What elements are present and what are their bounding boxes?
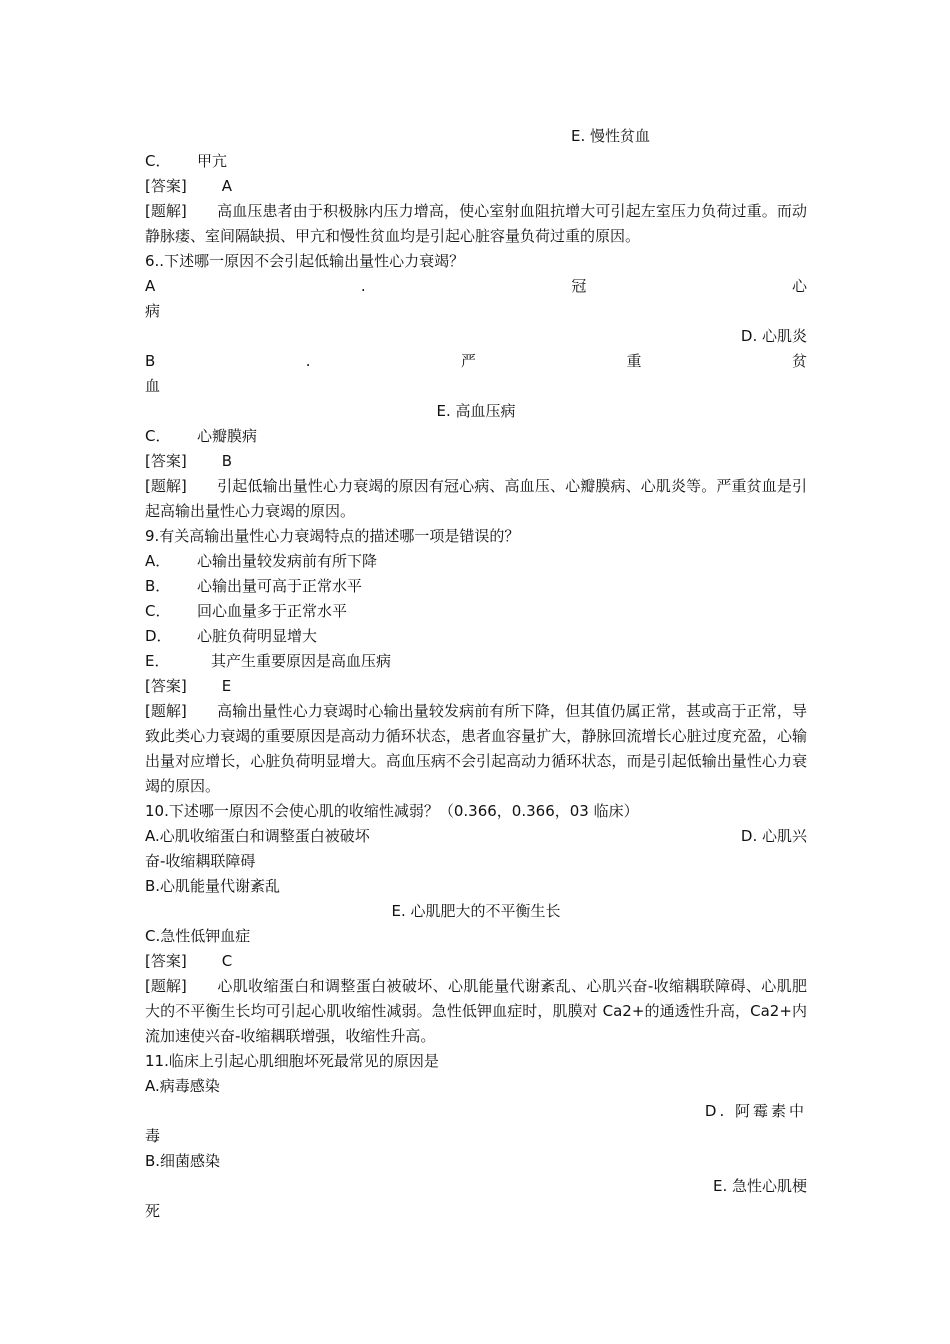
option-letter: C． [145, 602, 171, 620]
q9-option-a [145, 549, 807, 574]
q10-option-c: C.急性低钾血症 [145, 927, 251, 945]
q10-option-b: B.心肌能量代谢紊乱 [145, 877, 281, 895]
option-letter: D． [145, 627, 172, 645]
q9-option-e [145, 649, 807, 674]
q9-analysis [145, 699, 807, 799]
q10-analysis-text: 心肌收缩蛋白和调整蛋白被破坏、心肌能量代谢紊乱、心肌兴奋-收缩耦联障碍、心肌肥大的不平衡生长均可引起心肌收缩性减弱。急性低钾血症时，肌膜对 Ca2+的通透性升高，Ca2+内流加速使兴奋-收缩耦联增强，收缩性升高。 [145, 977, 807, 1045]
q11-option-e-wrap: 死 [145, 1202, 161, 1220]
q5-option-c-text: 甲亢 [197, 152, 228, 170]
q6-option-a-line [145, 274, 807, 299]
q6-option-e: E. 高血压病 [436, 402, 516, 420]
q11-option-d-wrap: 毒 [145, 1127, 161, 1145]
q6-option-c-text: 心瓣膜病 [197, 427, 258, 445]
q5-option-e: E. 慢性贫血 [571, 127, 651, 145]
option-text: 其产生重要原因是高血压病 [211, 652, 392, 670]
q10-option-a-line [145, 824, 807, 849]
q10-option-a: A.心肌收缩蛋白和调整蛋白被破坏 [145, 827, 370, 845]
q6-option-a-wrap: 病 [145, 302, 161, 320]
q11-option-d-text: D. 阿霉素中 [704, 1102, 807, 1120]
q6-option-b-part: B [145, 352, 156, 370]
q5-analysis [145, 199, 807, 249]
q5-option-c-line [145, 149, 807, 174]
q6-option-d: D. 心肌炎 [740, 327, 807, 345]
q6-option-a-part: 心 [791, 277, 807, 295]
option-letter: B． [145, 577, 171, 595]
q10-option-e: E. 心肌肥大的不平衡生长 [391, 902, 561, 920]
q10-answer: C [221, 952, 233, 970]
q10-title: 10.下述哪一原因不会使心肌的收缩性减弱？（0.366，0.366，03 临床） [145, 802, 639, 820]
q11-option-a: A.病毒感染 [145, 1077, 220, 1095]
q6-option-b-part: . [305, 352, 311, 370]
q6-title: 6..下述哪一原因不会引起低输出量性心力衰竭？ [145, 252, 465, 270]
q9-answer: E [221, 677, 232, 695]
option-text: 回心血量多于正常水平 [197, 602, 348, 620]
q6-option-a-part: 冠 [571, 277, 587, 295]
q10-option-d-wrap: 奋-收缩耦联障碍 [145, 852, 256, 870]
answer-tag: [答案] [145, 177, 187, 195]
q6-option-b-line [145, 349, 807, 374]
analysis-tag: [题解] [145, 202, 187, 220]
q5-option-e-line [145, 124, 807, 149]
analysis-tag: [题解] [145, 977, 187, 995]
q6-answer-line [145, 449, 807, 474]
analysis-tag: [题解] [145, 477, 187, 495]
q6-option-b-part: 贫 [791, 352, 807, 370]
q10-answer-line [145, 949, 807, 974]
q5-answer: A [221, 177, 233, 195]
q11-title: 11.临床上引起心肌细胞坏死最常见的原因是 [145, 1052, 439, 1070]
answer-tag: [答案] [145, 452, 187, 470]
q9-option-c [145, 599, 807, 624]
analysis-tag: [题解] [145, 702, 187, 720]
q9-title: 9.有关高输出量性心力衰竭特点的描述哪一项是错误的？ [145, 527, 520, 545]
option-letter: A． [145, 552, 171, 570]
option-text: 心输出量较发病前有所下降 [197, 552, 378, 570]
q5-analysis-text: 高血压患者由于积极脉内压力增高，使心室射血阻抗增大可引起左室压力负荷过重。而动静脉瘘、室间隔缺损、甲亢和慢性贫血均是引起心脏容量负荷过重的原因。 [145, 202, 807, 245]
q6-answer: B [221, 452, 233, 470]
q6-analysis-text: 引起低输出量性心力衰竭的原因有冠心病、高血压、心瓣膜病、心肌炎等。严重贫血是引起高输出量性心力衰竭的原因。 [145, 477, 807, 520]
q6-option-b-wrap: 血 [145, 377, 161, 395]
q11-option-d [145, 1099, 807, 1124]
q11-option-b: B.细菌感染 [145, 1152, 221, 1170]
q11-option-e: E. 急性心肌梗 [712, 1177, 807, 1195]
q5-answer-line [145, 174, 807, 199]
q6-option-c-letter: C． [145, 427, 171, 445]
q6-option-b-part: 严 [461, 352, 477, 370]
option-text: 心脏负荷明显增大 [197, 627, 318, 645]
q10-analysis [145, 974, 807, 1049]
q9-option-d [145, 624, 807, 649]
q5-option-c-letter: C． [145, 152, 171, 170]
q9-answer-line [145, 674, 807, 699]
answer-tag: [答案] [145, 677, 187, 695]
q6-option-a-part: A [145, 277, 156, 295]
q6-analysis [145, 474, 807, 524]
q6-option-a-part: . [360, 277, 366, 295]
q6-option-c-line [145, 424, 807, 449]
q9-analysis-text: 高输出量性心力衰竭时心输出量较发病前有所下降，但其值仍属正常，甚或高于正常，导致此类心力衰竭的重要原因是高动力循环状态，患者血容量扩大，静脉回流增长心脏过度充盈，心输出量对应增长，心脏负荷明显增大。高血压病不会引起高动力循环状态，而是引起低输出量性心力衰竭的原因。 [145, 702, 807, 795]
option-letter: E． [145, 652, 170, 670]
q10-option-d: D. 心肌兴 [740, 827, 807, 845]
document-page [145, 124, 807, 1224]
q6-option-b-part: 重 [626, 352, 642, 370]
q9-option-b [145, 574, 807, 599]
answer-tag: [答案] [145, 952, 187, 970]
option-text: 心输出量可高于正常水平 [197, 577, 363, 595]
